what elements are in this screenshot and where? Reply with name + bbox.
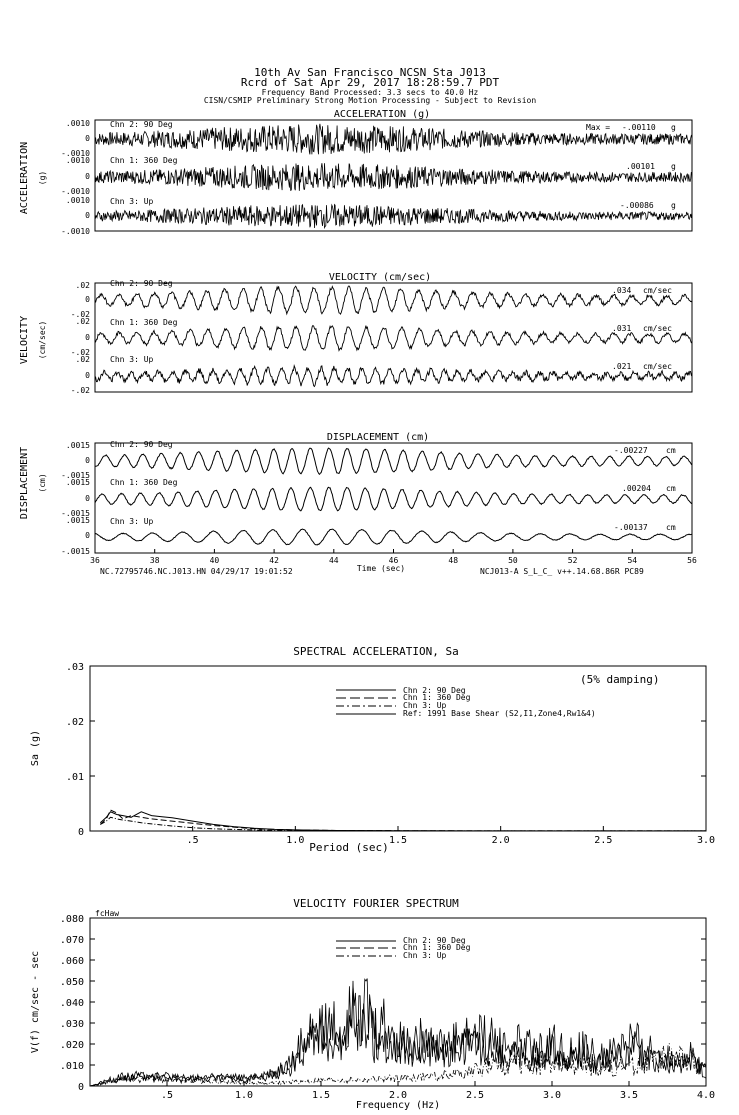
x-tick-label: 2.5 [465,1090,485,1101]
y-tick-label: .020 [59,1040,84,1051]
x-tick-label: .5 [160,1090,174,1101]
header-record: Rcrd of Sat Apr 29, 2017 18:28:59.7 PDT [240,76,500,89]
disp-r1-tick-top: .0015 [65,441,90,450]
time-tick-label: 38 [149,556,160,565]
disp-trace-chn2 [95,448,692,474]
disp-trace-chn3 [95,529,692,545]
disp-r3-unit: cm [666,523,676,532]
x-tick-label: 3.5 [619,1090,639,1101]
disp-r1-unit: cm [666,446,676,455]
vel-r1-peak: .034 [612,286,632,295]
fourier-spectrum-panel [30,897,715,1111]
vel-r1-channel: Chn 2: 90 Deg [110,279,173,288]
acc-r2-channel: Chn 1: 360 Deg [110,156,178,165]
y-tick-label: .03 [65,662,84,673]
sa-damping-note: (5% damping) [580,673,660,686]
disp-r2-unit: cm [666,484,676,493]
acc-r3-unit: g [671,201,676,210]
spectral-acceleration-panel [30,645,715,854]
velocity-yunit: (cm/sec) [38,320,47,360]
acc-r1-tick-bot: -.0010 [61,149,90,158]
y-tick-label: .070 [59,935,84,946]
disp-r2-tick-bot: -.0015 [61,509,90,518]
acc-trace-chn3 [95,205,692,228]
acc-r1-tick-mid: 0 [85,134,90,143]
disp-trace-chn1 [95,487,692,511]
acc-r3-tick-bot: -.0010 [61,227,90,236]
y-tick-label: .010 [59,1061,84,1072]
disp-r2-peak: .00204 [622,484,651,493]
acc-r1-peak: -.00110 [622,123,656,132]
time-tick-label: 56 [687,556,697,565]
disp-r3-peak: -.00137 [614,523,648,532]
vel-r3-peak: .021 [612,362,632,371]
acc-r3-tick-mid: 0 [85,211,90,220]
acc-trace-chn1 [95,163,692,191]
y-tick-label: .040 [59,998,84,1009]
fs-legend-chn3: Chn 3: Up [403,951,447,960]
disp-r1-tick-bot: -.0015 [61,471,90,480]
acceleration-ylabel: ACCELERATION [19,141,30,215]
disp-r1-channel: Chn 2: 90 Deg [110,440,173,449]
x-tick-label: 2.5 [594,835,613,846]
time-tick-label: 46 [388,556,399,565]
header-disclaimer: CISN/CSMIP Preliminary Strong Motion Processing - Subject to Revision [203,96,537,105]
vel-r2-channel: Chn 1: 360 Deg [110,318,178,327]
acc-r2-unit: g [671,162,676,171]
vel-r1-tick-mid: 0 [85,295,90,304]
time-tick-label: 48 [448,556,459,565]
disp-r3-tick-bot: -.0015 [61,547,90,556]
vel-r1-tick-top: .02 [75,281,90,290]
y-tick-label: .050 [59,977,84,988]
vel-r2-peak: .031 [612,324,632,333]
fs-legend-chn2: Chn 2: 90 Deg [403,936,466,945]
displacement-title: DISPLACEMENT (cm) [326,432,430,443]
disp-r3-tick-top: .0015 [65,516,90,525]
vel-r3-tick-top: .02 [75,355,90,364]
y-tick-label: .01 [65,772,84,783]
disp-r3-tick-mid: 0 [85,531,90,540]
y-tick-label: .030 [59,1019,84,1030]
sa-title: SPECTRAL ACCELERATION, Sa [293,645,459,658]
sa-curve-chn3 [100,817,706,831]
time-axis-label: Time (sec) [356,564,406,573]
x-tick-label: 2.0 [388,1090,408,1101]
vel-r2-tick-bot: -.02 [70,348,90,357]
vel-r2-tick-top: .02 [75,317,90,326]
time-tick-label: 40 [209,556,220,565]
disp-r2-tick-mid: 0 [85,494,90,503]
displacement-ylabel: DISPLACEMENT [19,446,30,520]
acc-r1-unit: g [671,123,676,132]
displacement-panel [19,432,697,576]
sa-legend-chn3: Chn 3: Up [403,701,447,710]
fourier-corner-label: fcHaw [95,909,120,918]
time-tick-label: 50 [508,556,518,565]
x-tick-label: 1.5 [388,835,408,846]
velocity-title: VELOCITY (cm/sec) [328,272,432,283]
y-tick-label: 0 [77,1082,84,1093]
acc-r2-tick-mid: 0 [85,172,90,181]
y-tick-label: .02 [65,717,84,728]
fourier-curve-chn1 [90,985,706,1086]
acc-max-prefix: Max = [586,123,611,132]
x-tick-label: .5 [186,835,199,846]
header-band: Frequency Band Processed: 3.3 secs to 40.0 Hz [261,88,479,97]
sa-ylabel: Sa (g) [30,729,41,767]
sa-xlabel: Period (sec) [309,841,389,854]
vel-r2-unit: cm/sec [643,324,672,333]
acceleration-yunit: (g) [38,170,47,186]
sa-legend-chn1: Chn 1: 360 Deg [403,693,471,702]
x-tick-label: 1.0 [286,835,305,846]
fourier-legend [336,936,471,960]
vel-r3-tick-bot: -.02 [70,386,90,395]
time-tick-label: 52 [567,556,578,565]
disp-r1-peak: -.00227 [614,446,648,455]
disp-r2-channel: Chn 1: 360 Deg [110,478,178,487]
fs-legend-chn1: Chn 1: 360 Deg [403,943,471,952]
vel-r3-unit: cm/sec [643,362,672,371]
vel-trace-chn3 [95,366,692,387]
y-tick-label: .060 [59,956,84,967]
acceleration-title: ACCELERATION (g) [333,109,431,120]
x-tick-label: 3.0 [696,835,716,846]
vel-trace-chn2 [95,286,692,314]
time-tick-label: 36 [90,556,100,565]
fourier-curve-chn2 [90,979,706,1087]
acceleration-panel [19,109,692,236]
x-tick-label: 3.0 [542,1090,562,1101]
disp-r3-channel: Chn 3: Up [110,517,154,526]
velocity-panel [19,272,692,395]
sa-legend-ref: Ref: 1991 Base Shear (S2,I1,Zone4,Rw1&4) [403,709,596,718]
vel-r3-tick-mid: 0 [85,371,90,380]
acc-r3-tick-top: .0010 [65,196,90,205]
displacement-yunit: (cm) [38,473,47,493]
acc-r2-tick-bot: -.0010 [61,187,90,196]
fourier-ylabel: V(f) cm/sec - sec [30,950,41,1054]
time-axis-ticks [90,549,697,565]
disp-r2-tick-top: .0015 [65,478,90,487]
vel-r3-channel: Chn 3: Up [110,355,154,364]
x-tick-label: 1.5 [311,1090,331,1101]
acc-r3-peak: -.00086 [620,201,654,210]
time-tick-label: 44 [328,556,339,565]
fourier-title: VELOCITY FOURIER SPECTRUM [293,897,459,910]
header-station: 10th Av San Francisco NCSN Sta J013 [254,66,486,79]
vel-r1-tick-bot: -.02 [70,310,90,319]
acc-r3-channel: Chn 3: Up [110,197,154,206]
velocity-ylabel: VELOCITY [19,315,30,365]
disp-r1-tick-mid: 0 [85,456,90,465]
sa-frame [90,666,706,831]
time-tick-label: 42 [269,556,279,565]
fourier-xlabel: Frequency (Hz) [355,1100,441,1111]
x-tick-label: 1.0 [234,1090,254,1101]
vel-r2-tick-mid: 0 [85,333,90,342]
vel-r1-unit: cm/sec [643,286,672,295]
acc-r2-tick-top: .0010 [65,156,90,165]
y-tick-label: 0 [77,827,84,838]
acc-r2-peak: .00101 [626,162,655,171]
processing-id-footer: NCJ013-A S_L_C_ v++.14.68.86R PC89 [480,567,644,576]
acc-r1-channel: Chn 2: 90 Deg [110,120,173,129]
x-tick-label: 4.0 [696,1090,716,1101]
y-tick-label: .080 [59,914,84,925]
vel-trace-chn1 [95,326,692,351]
time-tick-label: 54 [627,556,638,565]
record-id-footer: NC.72795746.NC.J013.HN 04/29/17 19:01:52 [100,567,293,576]
sa-legend [336,686,596,718]
x-tick-label: 2.0 [491,835,510,846]
sa-legend-chn2: Chn 2: 90 Deg [403,686,466,695]
acc-r1-tick-top: .0010 [65,119,90,128]
